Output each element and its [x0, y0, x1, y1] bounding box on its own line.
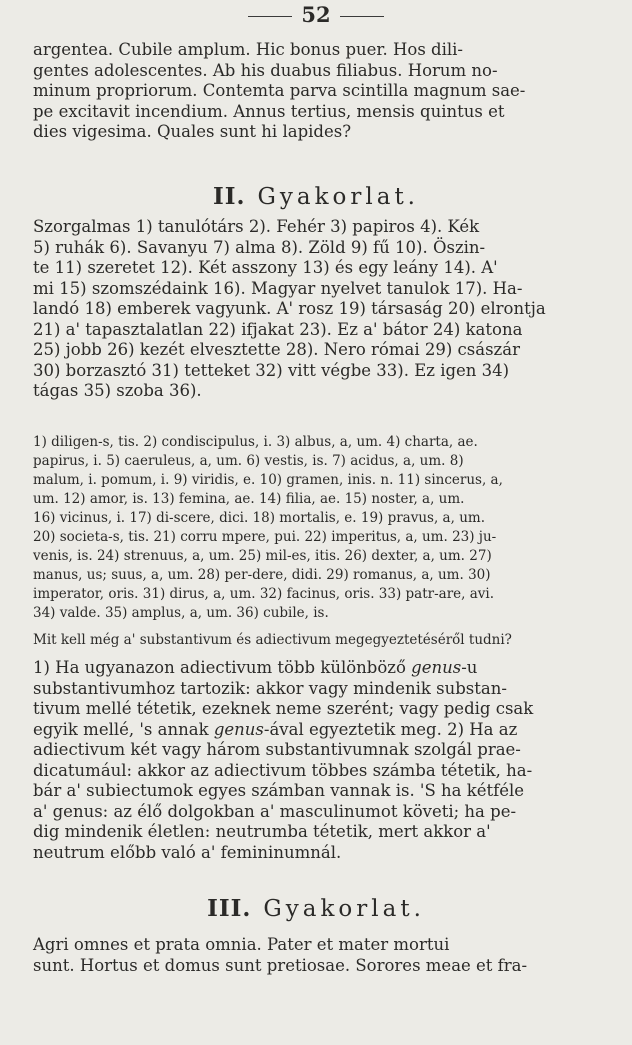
answer-term-genus-1: genus: [411, 658, 462, 677]
answer-part-1: 1) Ha ugyanazon adiectivum több különböző: [33, 658, 412, 677]
page-number: 52: [301, 2, 331, 27]
grammar-answer: [33, 658, 585, 863]
section-2-title: Gyakorlat.: [257, 184, 419, 210]
section-2-heading: [0, 183, 632, 210]
page-header: [0, 2, 632, 27]
answer-term-genus-2: genus: [213, 719, 264, 739]
section-3-heading: [0, 895, 632, 922]
latin-sentences: argentea. Cubile amplum. Hic bonus puer. Hos dili- gentes adolescentes. Ab his duabus filiabus. Horum no- minum propriorum. Contemta parva scintilla magnum sae- pe excitavit incendium. Annus tertius, mensis quintus et dies vigesima. Quales sunt hi lapides?: [33, 40, 526, 141]
header-rule-left: [248, 16, 292, 17]
header-rule-right: [340, 16, 384, 17]
section-3-title: Gyakorlat.: [263, 896, 425, 922]
section-2-vocabulary: 1) diligen-s, tis. 2) condiscipulus, i. 3) albus, a, um. 4) charta, ae. papirus, i. 5) caeruleus, a, um. 6) vestis, is. 7) acidus, a, um. 8) malum, i. pomum, i. 9) viridis, e. 10) gramen, inis. n. 11) sincerus, a, um. 12) amor, is. 13) femina, ae. 14) filia, ae. 15) noster, a, um. 16) vicinus, i. 17) di-scere, dici. 18) mortalis, e. 19) pravus, a, um. 20) societa-s, tis. 21) corru mpere, pui. 22) imperitus, a, um. 23) ju- venis, is. 24) strenuus, a, um. 25) mil-es, itis. 26) dexter, a, um. 27) manus, us; suus, a, um. 28) per-dere, didi. 29) romanus, a, um. 30) imperator, oris. 31) dirus, a, um. 32) facinus, oris. 33) patr-are, avi. 34) valde. 35) amplus, a, um. 36) cubile, is.: [33, 434, 503, 621]
section-3-exercise: Agri omnes et prata omnia. Pater et mater mortui sunt. Hortus et domus sunt pretiosae. Sorores meae et fra-: [33, 935, 528, 975]
answer-part-2: -u substantivumhoz tartozik: akkor vagy mindenik substan- tivum mellé tétetik, ezeknek neme szerént; vagy pedig csak egyik mellé, 's annak: [33, 658, 534, 739]
section-3-number: III.: [207, 895, 252, 922]
answer-part-3: -ával egyeztetik meg. 2) Ha az adiectivum két vagy három substantivumnak szolgál prae- dicatumául: akkor az adiectivum többes számba tétetik, ha- bár a' subiectumok egyes számban vannak is. 'S ha kétféle a' genus: az élő dolgokban a' masculinumot követi; ha pe- dig mindenik életlen: neutrumba tétetik, mert akkor a' neutrum előbb való a' femininumnál.: [33, 719, 533, 862]
section-2-number: II.: [212, 183, 246, 210]
grammar-question: Mit kell még a' substantivum és adiectivum megegyeztetéséről tudni?: [33, 632, 512, 648]
section-2-exercise: Szorgalmas 1) tanulótárs 2). Fehér 3) papiros 4). Kék 5) ruhák 6). Savanyu 7) alma 8). Zöld 9) fű 10). Öszin- te 11) szeretet 12). Két asszony 13) és egy leány 14). A' mi 15) szomszédaink 16). Magyar nyelvet tanulok 17). Ha- landó 18) emberek vagyunk. A' rosz 19) társaság 20) elrontja 21) a' tapasztalatlan 22) ifjakat 23). Ez a' bátor 24) katona 25) jobb 26) kezét elvesztette 28). Nero római 29) császár 30) borzasztó 31) tetteket 32) vitt végbe 33). Ez igen 34) tágas 35) szoba 36).: [33, 217, 546, 400]
